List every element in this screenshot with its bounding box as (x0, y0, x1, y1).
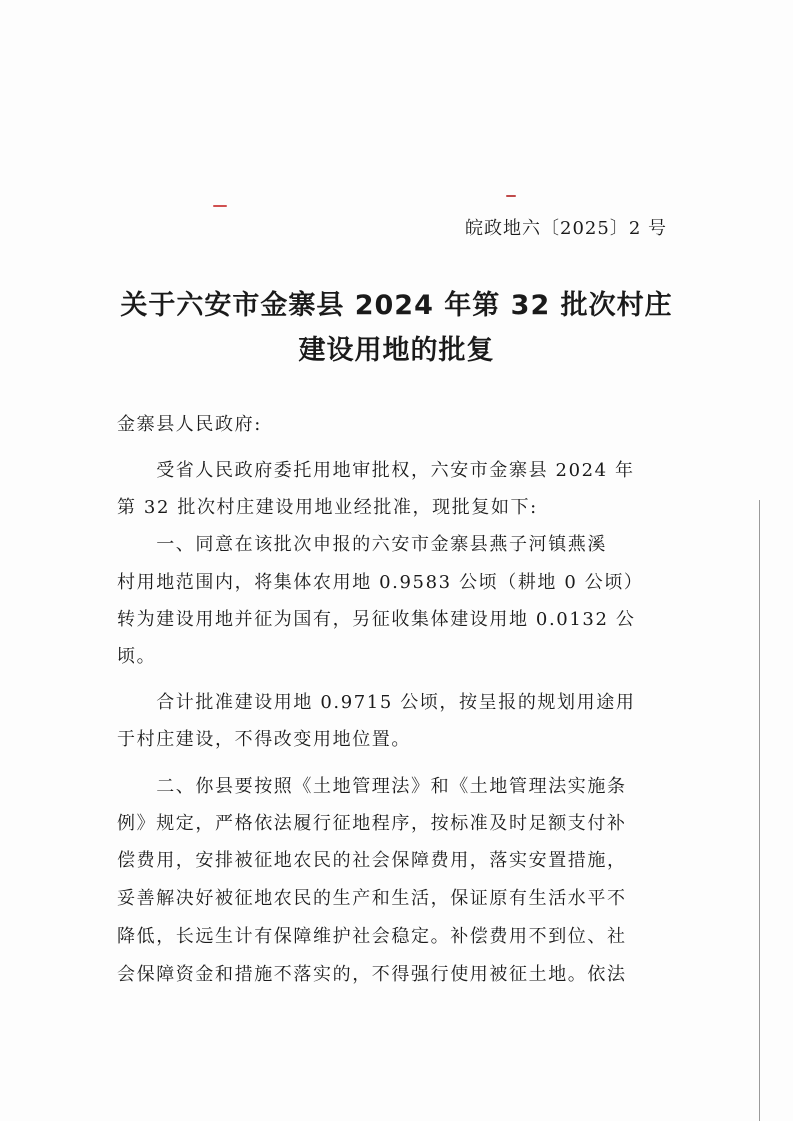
body-line: 第 32 批次村庄建设用地业经批准，现批复如下: (117, 497, 538, 518)
scan-edge-line (759, 500, 760, 1121)
body-line: 妥善解决好被征地农民的生产和生活，保证原有生活水平不 (117, 888, 627, 909)
body-line-addressee: 金寨县人民政府: (117, 414, 262, 435)
body-line: 转为建设用地并征为国有，另征收集体建设用地 0.0132 公 (117, 609, 636, 630)
body-line: 降低，长远生计有保障维护社会稳定。补偿费用不到位、社 (117, 926, 627, 947)
body-line: 于村庄建设，不得改变用地位置。 (117, 729, 411, 750)
document-title-line1: 关于六安市金寨县 2024 年第 32 批次村庄 (120, 290, 673, 321)
body-line: 例》规定，严格依法履行征地程序，按标准及时足额支付补 (117, 813, 627, 834)
body-line: 会保障资金和措施不落实的，不得强行使用被征土地。依法 (117, 964, 627, 985)
body-line: 合计批准建设用地 0.9715 公顷，按呈报的规划用途用 (117, 692, 636, 713)
scan-mark (213, 205, 227, 207)
body-line: 偿费用，安排被征地农民的社会保障费用，落实安置措施， (117, 850, 627, 871)
body-line: 村用地范围内，将集体农用地 0.9583 公顷（耕地 0 公顷） (117, 572, 644, 593)
document-title-line2: 建设用地的批复 (298, 335, 495, 366)
body-line: 顷。 (117, 646, 157, 667)
body-line: 一、同意在该批次申报的六安市金寨县燕子河镇燕溪 (117, 534, 607, 555)
document-number: 皖政地六〔2025〕2 号 (465, 218, 667, 239)
body-line: 二、你县要按照《土地管理法》和《土地管理法实施条 (117, 776, 627, 797)
body-line: 受省人民政府委托用地审批权，六安市金寨县 2024 年 (117, 460, 635, 481)
scan-mark (506, 195, 516, 197)
